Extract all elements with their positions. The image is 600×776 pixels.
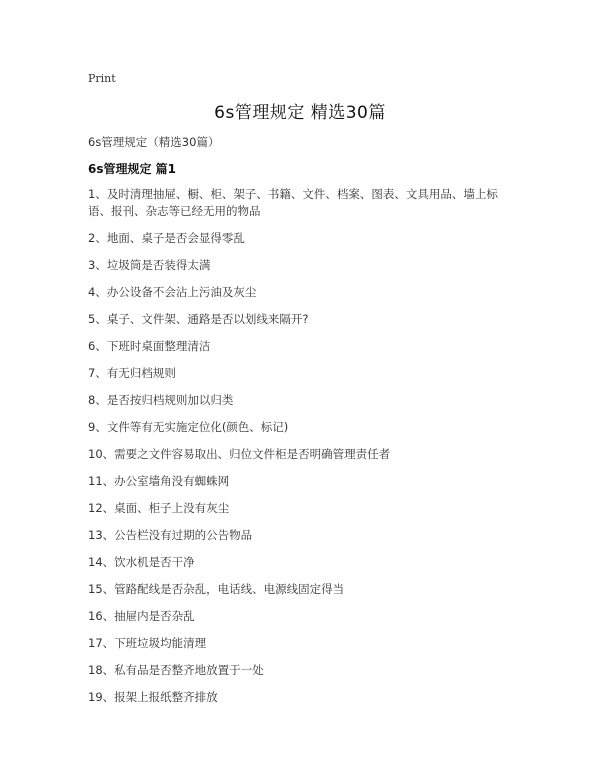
list-item: 14、饮水机是否干净 [88, 555, 195, 569]
list-item: 8、是否按归档规则加以归类 [88, 393, 234, 407]
page-title: 6s管理规定 精选30篇 [214, 103, 386, 123]
list-item: 5、桌子、文件架、通路是否以划线来隔开? [88, 312, 309, 326]
list-item: 19、报架上报纸整齐排放 [88, 690, 218, 704]
list-item: 3、垃圾筒是否装得太满 [88, 258, 211, 272]
section-heading: 6s管理规定 篇1 [88, 162, 177, 176]
list-item: 13、公告栏没有过期的公告物品 [88, 528, 253, 542]
document-subtitle: 6s管理规定（精选30篇） [88, 135, 220, 149]
rules-list [88, 186, 518, 716]
list-item: 7、有无归档规则 [88, 366, 176, 380]
list-item: 2、地面、桌子是否会显得零乱 [88, 231, 245, 245]
list-item: 9、文件等有无实施定位化(颜色、标记) [88, 420, 289, 434]
list-item: 10、需要之文件容易取出、归位文件柜是否明确管理责任者 [88, 447, 391, 461]
list-item: 11、办公室墙角没有蜘蛛网 [88, 474, 230, 488]
list-item: 17、下班垃圾均能清理 [88, 636, 207, 650]
list-item: 12、桌面、柜子上没有灰尘 [88, 501, 230, 515]
list-item: 6、下班时桌面整理清洁 [88, 339, 211, 353]
list-item: 4、办公设备不会沾上污油及灰尘 [88, 285, 257, 299]
list-item: 18、私有品是否整齐地放置于一处 [88, 663, 264, 677]
list-item: 1、及时清理抽屉、橱、柜、架子、书籍、文件、档案、图表、文具用品、墙上标语、报刊、杂志等已经无用的物品 [88, 187, 498, 218]
list-item: 15、管路配线是否杂乱，电话线、电源线固定得当 [88, 582, 345, 596]
list-item: 16、抽屉内是否杂乱 [88, 609, 195, 623]
print-label: Print [88, 72, 116, 85]
